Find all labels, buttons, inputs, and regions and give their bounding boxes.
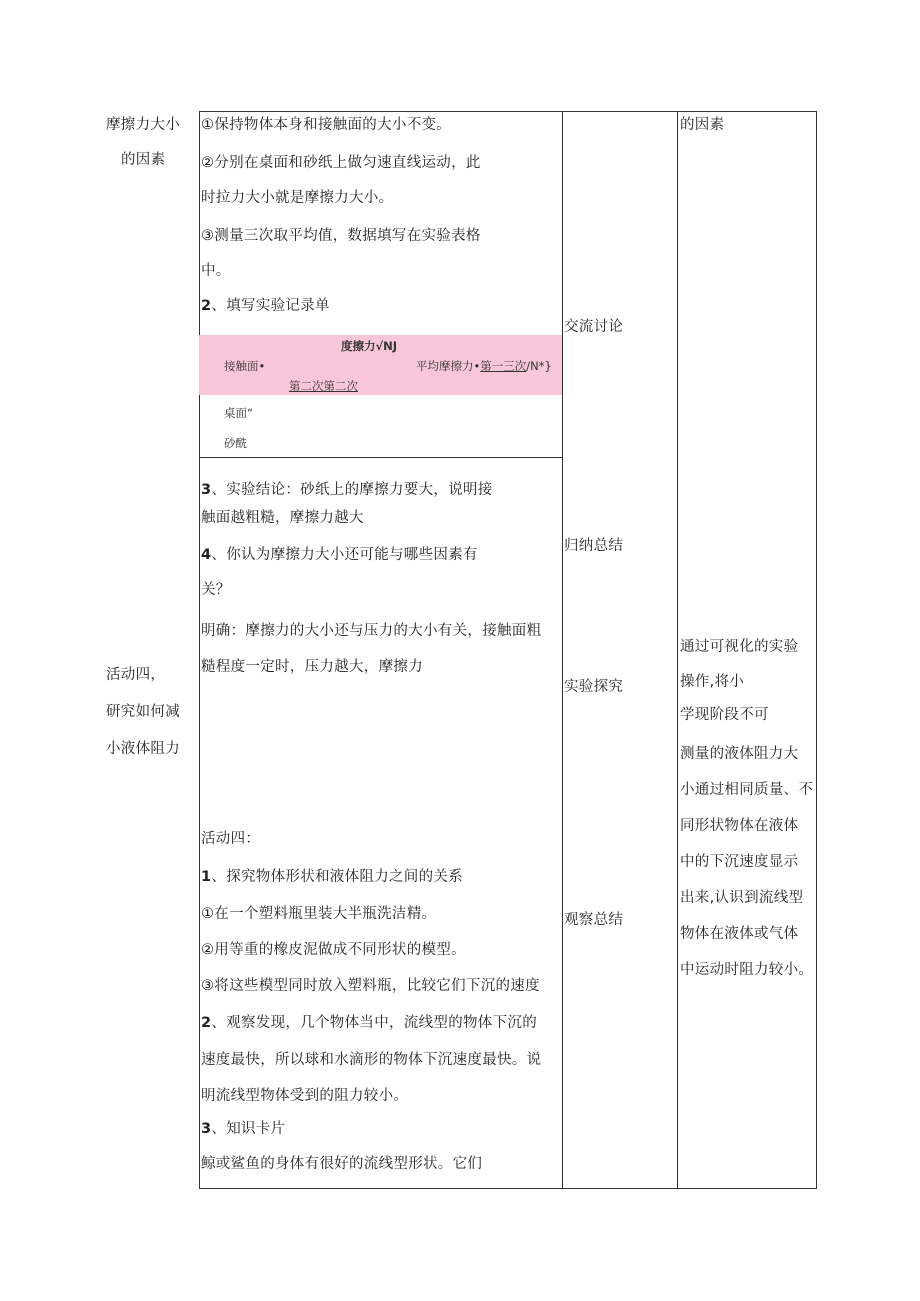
item4-line1 [201, 546, 478, 564]
topic2-line3: 小液体阻力 [106, 741, 180, 757]
clarify-line1: 明确：摩擦力的大小还与压力的大小有关，接触面粗 [201, 623, 542, 639]
purpose-line10: 中运动时阻力较小。 [680, 962, 814, 978]
topic2-line1: 活动四， [106, 667, 166, 683]
activity4-card: 鲸或鲨鱼的身体有很好的流线型形状。它们 [201, 1156, 483, 1172]
method-column-left-border [562, 111, 563, 1189]
topic1-line2: 的因素 [121, 152, 166, 168]
record-table-header-row2: 第二次第二次 [289, 379, 358, 393]
purpose-line0: 的因素 [680, 117, 725, 133]
activity4-item1 [201, 868, 463, 886]
record-table-row-sandpaper: 砂酰 [224, 436, 247, 450]
method-summarize: 归纳总结 [564, 538, 624, 554]
activity4-item2-line2: 速度最快，所以球和水滴形的物体下沉速度最快。说 [201, 1052, 542, 1068]
purpose-line3: 学现阶段不可 [680, 707, 769, 723]
method-experiment: 实验探究 [564, 679, 624, 695]
item3-line2: 触面越粗糙，摩擦力越大 [201, 510, 364, 526]
activity4-item3 [201, 1120, 285, 1138]
activity4-step2: ②用等重的橡皮泥做成不同形状的模型。 [201, 942, 466, 958]
activity4-step3: ③将这些模型同时放入塑料瓶，比较它们下沉的速度 [201, 978, 540, 994]
purpose-line9: 物体在液体或气体 [680, 926, 799, 942]
item3-line1 [201, 481, 493, 499]
activity4-item3-number: 3 [201, 1121, 212, 1137]
purpose-line6: 同形状物体在液体 [680, 818, 799, 834]
topic2-line2: 研究如何减 [106, 704, 180, 720]
record-table-col-avg-prefix: 平均摩擦力• [416, 359, 481, 373]
item4-line2: 关？ [201, 582, 231, 598]
clarify-line2: 糙程度一定时，压力越大，摩擦力 [201, 659, 423, 675]
record-table-col-avg-underlined: 第一三次 [480, 359, 527, 373]
method-exchange-discussion: 交流讨论 [564, 319, 624, 335]
item2-number: 2 [201, 298, 212, 314]
activity4-item2-line3: 明流线型物体受到的阻力较小。 [201, 1088, 409, 1104]
purpose-line8: 出来,认识到流线型 [680, 890, 804, 906]
purpose-column-left-border [677, 111, 678, 1189]
item2 [201, 297, 330, 315]
method-observe-summarize: 观察总结 [564, 912, 624, 928]
step-a: ①保持物体本身和接触面的大小不变。 [201, 117, 452, 133]
item4-text: 、你认为摩擦力大小还可能与哪些因素有 [211, 547, 478, 563]
record-table-row-desk: 桌面“ [224, 406, 253, 420]
activity4-item2-line1 [201, 1014, 537, 1032]
record-table-col-avg [416, 359, 552, 373]
step-b-line2: 时拉力大小就是摩擦力大小。 [201, 190, 394, 206]
item3-number: 3 [201, 482, 212, 498]
table-right-border [816, 111, 817, 1189]
main-column-left-border [199, 111, 200, 1189]
step-c-line1: ③测量三次取平均值，数据填写在实验表格 [201, 228, 481, 244]
purpose-line4: 测量的液体阻力大 [680, 746, 799, 762]
item3-text: 、实验结论：砂纸上的摩擦力要大，说明接 [211, 482, 493, 498]
activity4-title: 活动四： [201, 831, 261, 847]
purpose-line7: 中的下沉速度显示 [680, 854, 799, 870]
activity4-step1: ①在一个塑料瓶里装大半瓶洗洁精。 [201, 906, 437, 922]
activity4-item2-text: 、观察发现，几个物体当中，流线型的物体下沉的 [211, 1015, 537, 1031]
purpose-line2: 操作,将小 [680, 674, 745, 690]
activity4-item1-number: 1 [201, 869, 212, 885]
purpose-line1: 通过可视化的实验 [680, 639, 799, 655]
activity4-item2-number: 2 [201, 1015, 212, 1031]
table-bottom-border [199, 1188, 817, 1189]
table-top-border [199, 111, 817, 112]
record-table-bottom-border [199, 457, 563, 458]
record-table-header-top: 度擦力√NJ [341, 339, 398, 353]
topic1-line1: 摩擦力大小 [106, 117, 180, 133]
record-table-col-surface: 接触面• [224, 359, 266, 373]
item2-text: 、填写实验记录单 [211, 298, 330, 314]
step-c-line2: 中。 [201, 263, 231, 279]
activity4-item3-text: 、知识卡片 [211, 1121, 286, 1137]
activity4-item1-text: 、探究物体形状和液体阻力之间的关系 [211, 869, 463, 885]
purpose-line5: 小通过相同质量、不 [680, 782, 814, 798]
step-b-line1: ②分别在桌面和砂纸上做匀速直线运动，此 [201, 155, 481, 171]
record-table-col-avg-suffix: /N*} [526, 359, 552, 373]
item4-number: 4 [201, 547, 212, 563]
